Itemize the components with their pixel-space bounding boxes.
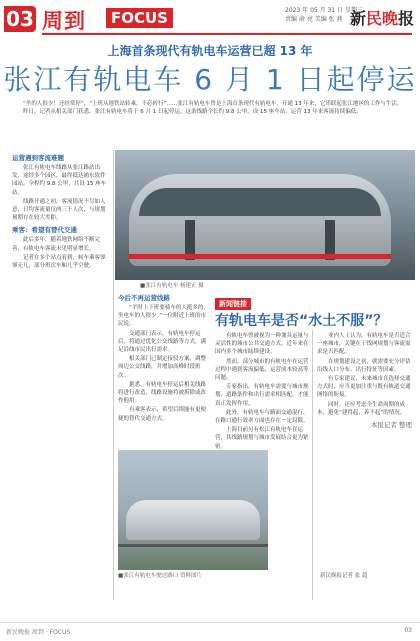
paragraph: 据悉，有轨电车停运后相关线路将进行改造，线路设施将被拆除或改作他用。 [118, 381, 207, 405]
paragraph: 有乘客表示，希望后续能有更便捷的替代交通方式。 [118, 407, 207, 422]
lead-paragraph: “坐的人很少！还经常停”，“上班从地铁站转乘，不必转行”……张江有轨电车曾是上海首条现代有轨电车，开通 13 年来，它串联起张江地区的工作与生活。 [23, 101, 403, 107]
sidebar-column-1 [215, 332, 310, 452]
page-header [0, 0, 420, 38]
paragraph: 有专家建议，未来城市在选择交通方式时，应当更加注重与既有轨道交通网络的衔接。 [317, 376, 411, 399]
paragraph: 同时，还应考虑全生命周期的成本，避免“建得起、养不起”的情况。 [317, 401, 406, 416]
date-line-2: 责编 俞 亮 美编 张 燕 [285, 16, 343, 23]
sidebar-author: 本报记者 整理 [370, 421, 412, 430]
paragraph: 业内人士认为，有轨电车是否适合一座城市，关键在于线网规划与客流需求是否匹配。 [317, 333, 411, 356]
news-link-tag: 新闻链接 [215, 298, 251, 310]
lead-paragraph: 昨日，记者从相关部门获悉，张江有轨电车将于 6 月 1 日起停运。这条线路全长约 9.8 公里，设 15 座车站，运营 13 年来客流持续偏低。 [23, 109, 362, 115]
paragraph: 上海目前另有松江有轨电车在运营，其线路规划与城市发展结合更为紧密。 [215, 427, 309, 450]
tram-body [126, 500, 260, 540]
paragraph: 线路开通之初，客流情况不尽如人意，日均客流量仅两三千人次，与规划预期存在较大差距。 [12, 198, 106, 222]
article-kicker: 上海首条现代有轨电车运营已超 13 年 [107, 44, 313, 58]
photo-caption: ■张江有轨电车驶过路口 资料图片 [118, 573, 202, 579]
paragraph: 然而，部分城市的有轨电车在运营过程中遇到客流偏低、运营成本较高等问题。 [215, 358, 309, 382]
footer-editor: 新民晚报 周到 · FOCUS [6, 629, 71, 636]
tram-window [139, 188, 381, 216]
newspaper-logo [350, 6, 414, 29]
header-rule [42, 33, 412, 35]
tram-street-photo [118, 450, 268, 570]
photo-caption: ■张江有轨电车 杨建正 摄 [140, 283, 204, 289]
logo-prefix: 新 [349, 9, 366, 28]
subheading: 乘客：希望有替代交通 [12, 226, 77, 235]
paragraph: “平时上下班要骑车的人挺多的，坐电车的人很少。”一位附近上班的市民说。 [118, 305, 209, 328]
column-divider [312, 330, 313, 600]
paragraph: 张江有轨电车线路从张江路站出发，途经多个园区，最终抵达浦东软件园站，全程约 9.8 公里，共设 15 座车站。 [12, 165, 107, 196]
page-footer [0, 622, 420, 641]
column-divider [113, 150, 114, 600]
paragraph: 有轨电车曾被视为一种兼具运量与灵活性的城市公共交通方式，近年来在国内多个城市陆续建设。 [215, 333, 309, 356]
paragraph: 专家指出，有轨电车需要与城市规划、道路条件和出行需求相匹配，才能真正发挥作用。 [215, 384, 309, 407]
article-headline: 张江有轨电车 6 月 1 日起停运 [3, 63, 417, 96]
subheading: 运营遇到客流难题 [12, 154, 64, 162]
tram-rail [118, 544, 268, 547]
article-author: 新民晚报记者 张 超 [320, 573, 368, 579]
paragraph: 此外，有轨电车与路面交通混行，在路口通行效率方面也存在一定局限。 [215, 409, 309, 425]
tram-photo [115, 150, 415, 280]
date-line-1: 2023 年 05 月 31 日 星期三 [285, 7, 363, 14]
section-title: 周到 [42, 9, 86, 33]
paragraph: 在规划建设之初，就需要充分评估沿线人口分布、出行特征等因素。 [317, 358, 411, 373]
paragraph: 记者在多个站点看到，候车乘客寥寥无几，部分班次车厢几乎空驶。 [12, 254, 106, 270]
article-column-2 [118, 290, 210, 424]
footer-page-number: 03 [404, 627, 412, 634]
sidebar-column-2 [317, 332, 412, 431]
logo-main: 民晚 [365, 9, 398, 28]
section-en-label: FOCUS [106, 8, 173, 28]
article-column-1 [12, 150, 110, 271]
subheading: 今后不再运营线路 [118, 294, 170, 302]
logo-suffix: 报 [397, 9, 414, 28]
paragraph: 交通部门表示，有轨电车停运后，将通过优化公交线路等方式，满足沿线市民出行需求。 [118, 330, 207, 354]
paragraph: 相关部门已制定接驳方案，调整周边公交线路，并增加高峰时段班次。 [118, 356, 207, 379]
paragraph: 此后多年，随着地铁网络不断完善，有轨电车客流未见明显增长。 [12, 237, 101, 252]
page-number: 03 [4, 6, 36, 32]
article-lead [12, 100, 410, 116]
tram-stripe [129, 254, 391, 259]
sidebar-headline: 有轨电车是否“水土不服”？ [215, 313, 388, 329]
